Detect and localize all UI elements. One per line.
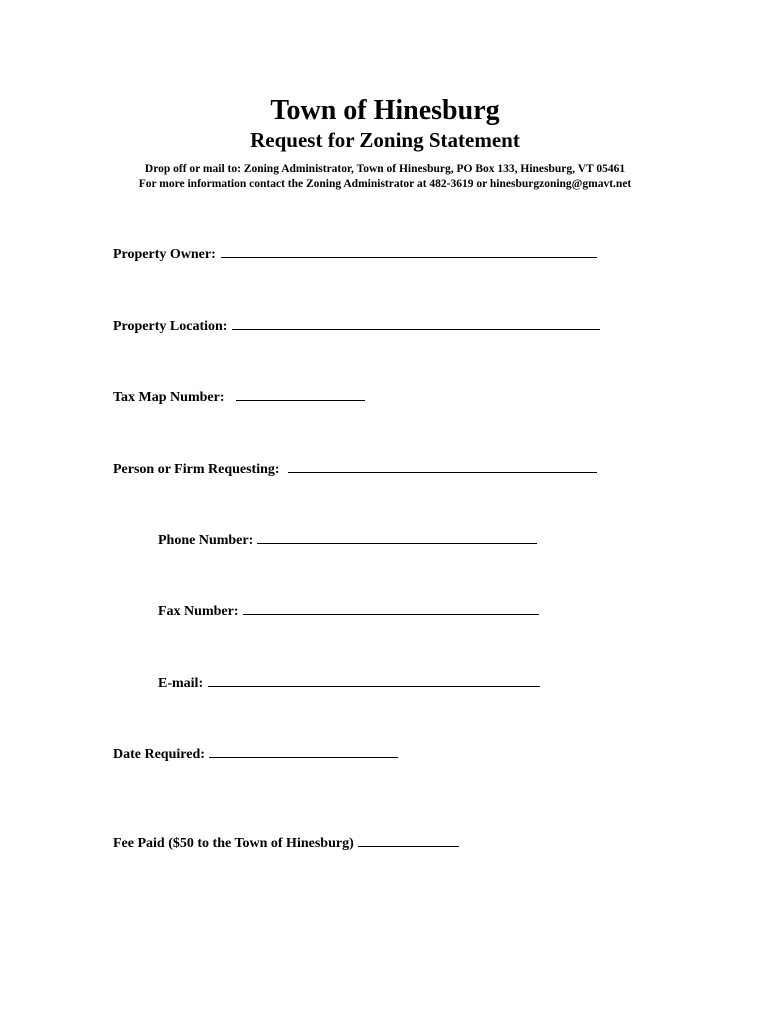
date-required-label: Date Required: xyxy=(113,747,205,762)
fax-number-row xyxy=(158,601,539,621)
drop-off-instructions: Drop off or mail to: Zoning Administrator, Town of Hinesburg, PO Box 133, Hinesburg, VT 05461 xyxy=(144,163,626,175)
property-owner-field[interactable] xyxy=(221,244,597,258)
phone-number-field[interactable] xyxy=(257,530,537,544)
contact-information: For more information contact the Zoning Administrator at 482-3619 or hinesburgzoning@gmavt.net xyxy=(138,178,632,190)
property-location-field[interactable] xyxy=(232,316,600,330)
fee-paid-row xyxy=(113,833,459,853)
phone-number-label: Phone Number: xyxy=(158,533,254,548)
page-title: Town of Hinesburg xyxy=(270,95,500,126)
page-subtitle: Request for Zoning Statement xyxy=(250,128,520,152)
property-owner-row xyxy=(113,244,597,264)
date-required-field[interactable] xyxy=(209,744,398,758)
property-owner-label: Property Owner: xyxy=(113,247,216,262)
email-row xyxy=(158,673,540,693)
date-required-row xyxy=(113,744,398,764)
property-location-row xyxy=(113,316,600,336)
email-label: E-mail: xyxy=(158,676,204,691)
person-or-firm-row xyxy=(113,459,597,479)
tax-map-number-field[interactable] xyxy=(236,387,365,401)
fax-number-field[interactable] xyxy=(243,601,539,615)
property-location-label: Property Location: xyxy=(113,319,228,334)
email-field[interactable] xyxy=(208,673,540,687)
person-or-firm-label: Person or Firm Requesting: xyxy=(113,462,280,477)
tax-map-number-label: Tax Map Number: xyxy=(113,390,225,405)
person-or-firm-field[interactable] xyxy=(288,459,597,473)
tax-map-number-row xyxy=(113,387,365,407)
fee-paid-field[interactable] xyxy=(358,833,459,847)
fax-number-label: Fax Number: xyxy=(158,604,239,619)
phone-number-row xyxy=(158,530,537,550)
fee-paid-label: Fee Paid ($50 to the Town of Hinesburg) xyxy=(113,836,354,851)
